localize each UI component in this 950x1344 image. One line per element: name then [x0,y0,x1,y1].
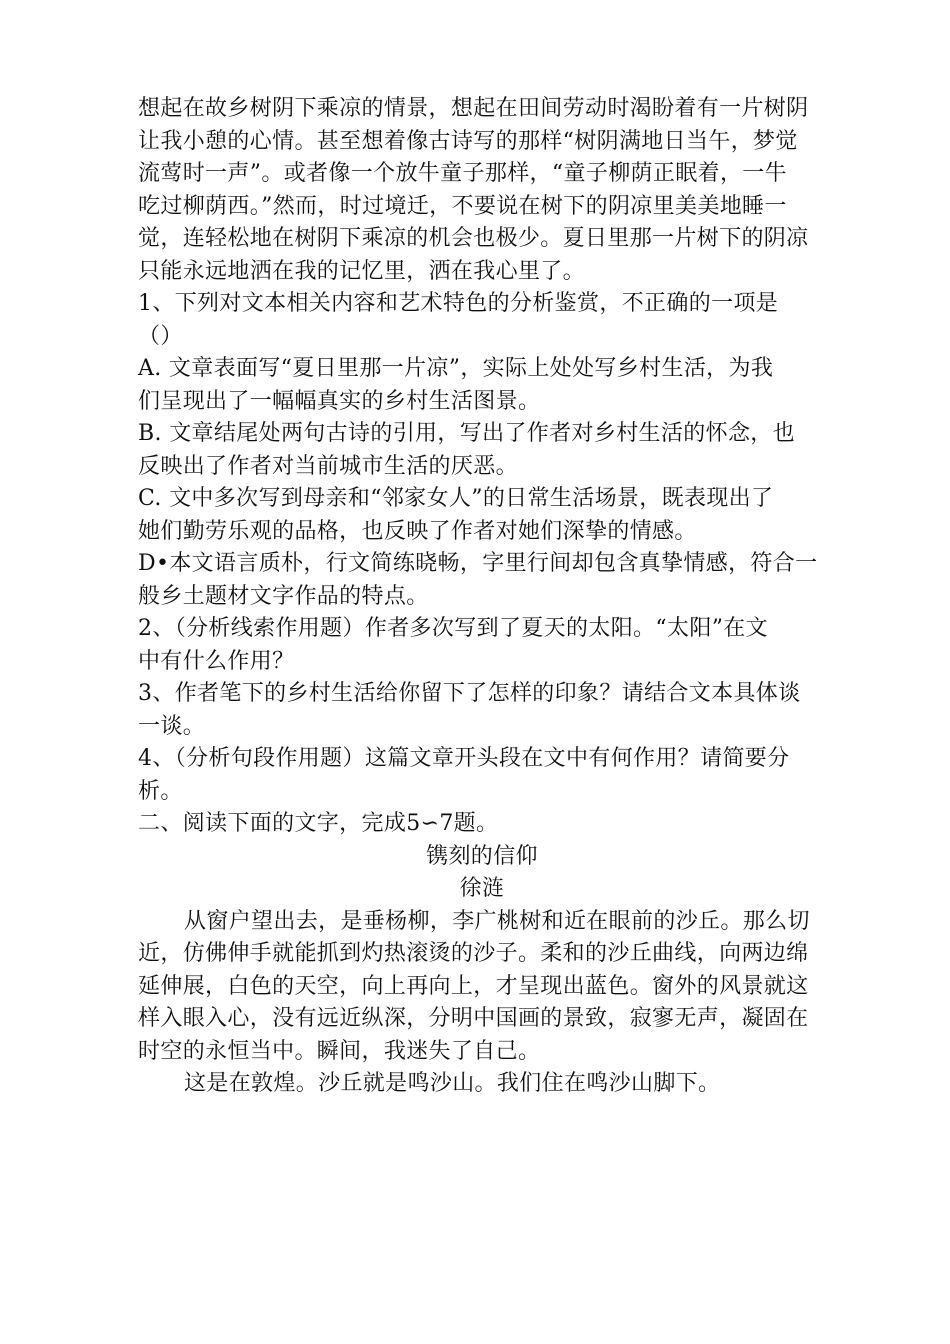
section-heading: 二、阅读下面的文字，完成5∽7题。 [138,811,499,836]
question-4 [138,743,818,808]
question-line: 中有什么作用？ [138,648,295,674]
text-line: 觉，连轻松地在树阴下乘凉的机会也极少。夏日里那一片树下的阴凉 [138,226,809,251]
text-line: 从窗户望出去，是垂杨柳，李广桃树和近在眼前的沙丘。那么切 [184,908,810,934]
option-d [138,548,818,613]
option-line: 们呈现出了一幅幅真实的乡村生活图景。 [138,388,541,414]
question-line: 一谈。 [138,713,206,739]
text-line: 近，仿佛伸手就能抓到灼热滚烫的沙子。柔和的沙丘曲线，向两边绵 [138,941,809,966]
text-line: 时空的永恒当中。瞬间，我迷失了自己。 [138,1038,541,1064]
question-3 [138,678,818,743]
article-author: 徐涟 [459,876,505,901]
text-line: 延伸展，白色的天空，向上再向上，才呈现出蓝色。窗外的风景就这 [138,973,809,999]
option-line: A. 文章表面写“夏日里那一片凉”，实际上处处写乡村生活，为我 [138,356,774,381]
text-line: 想起在故乡树阴下乘凉的情景，想起在田间劳动时渴盼着有一片树阴 [138,96,809,121]
article-paragraph [138,1068,818,1101]
text-line: 让我小憩的心情。甚至想着像古诗写的那样“树阴满地日当午，梦觉 [138,128,798,154]
option-line: C. 文中多次写到母亲和“邻家女人”的日常生活场景，既表现出了 [138,486,774,511]
question-stem: 1、下列对文本相关内容和艺术特色的分析鉴赏，不正确的一项是 [138,291,779,316]
question-line: 2、（分析线索作用题）作者多次写到了夏天的太阳。“太阳”在文 [138,616,768,641]
text-line: 吃过柳荫西。”然而，时过境迁，不要说在树下的阴凉里美美地睡一 [138,193,787,219]
text-line: 样入眼入心，没有远近纵深，分明中国画的景致，寂寥无声，凝固在 [138,1006,809,1031]
question-line: 4、（分析句段作用题）这篇文章开头段在文中有何作用？请简要分 [138,746,790,771]
question-line: 析。 [138,778,183,804]
document-body [138,93,818,1101]
option-line: B. 文章结尾处两句古诗的引用，写出了作者对乡村生活的怀念，也 [138,421,796,446]
option-line: 她们勤劳乐观的品格，也反映了作者对她们深挚的情感。 [138,518,697,544]
question-1 [138,288,818,613]
option-c [138,483,818,548]
text-line: 只能永远地洒在我的记忆里，洒在我心里了。 [138,258,586,284]
text-line: 这是在敦煌。沙丘就是鸣沙山。我们住在鸣沙山脚下。 [184,1071,721,1096]
text-line: 流莺时一声”。或者像一个放牛童子那样，“童子柳荫正眠着，一牛 [138,161,787,186]
passage-paragraph [138,93,818,288]
article-paragraph [138,906,818,1069]
question-line: 3、作者笔下的乡村生活给你留下了怎样的印象？请结合文本具体谈 [138,681,801,706]
article-title: 镌刻的信仰 [426,843,538,869]
answer-bracket: （） [138,323,183,349]
option-b [138,418,818,483]
option-a [138,353,818,418]
option-line: D•本文语言质朴，行文简练晓畅，字里行间却包含真挚情感，符合一 [138,551,818,576]
option-line: 反映出了作者对当前城市生活的厌恶。 [138,453,518,479]
question-2 [138,613,818,678]
option-line: 般乡土题材文字作品的特点。 [138,583,429,609]
